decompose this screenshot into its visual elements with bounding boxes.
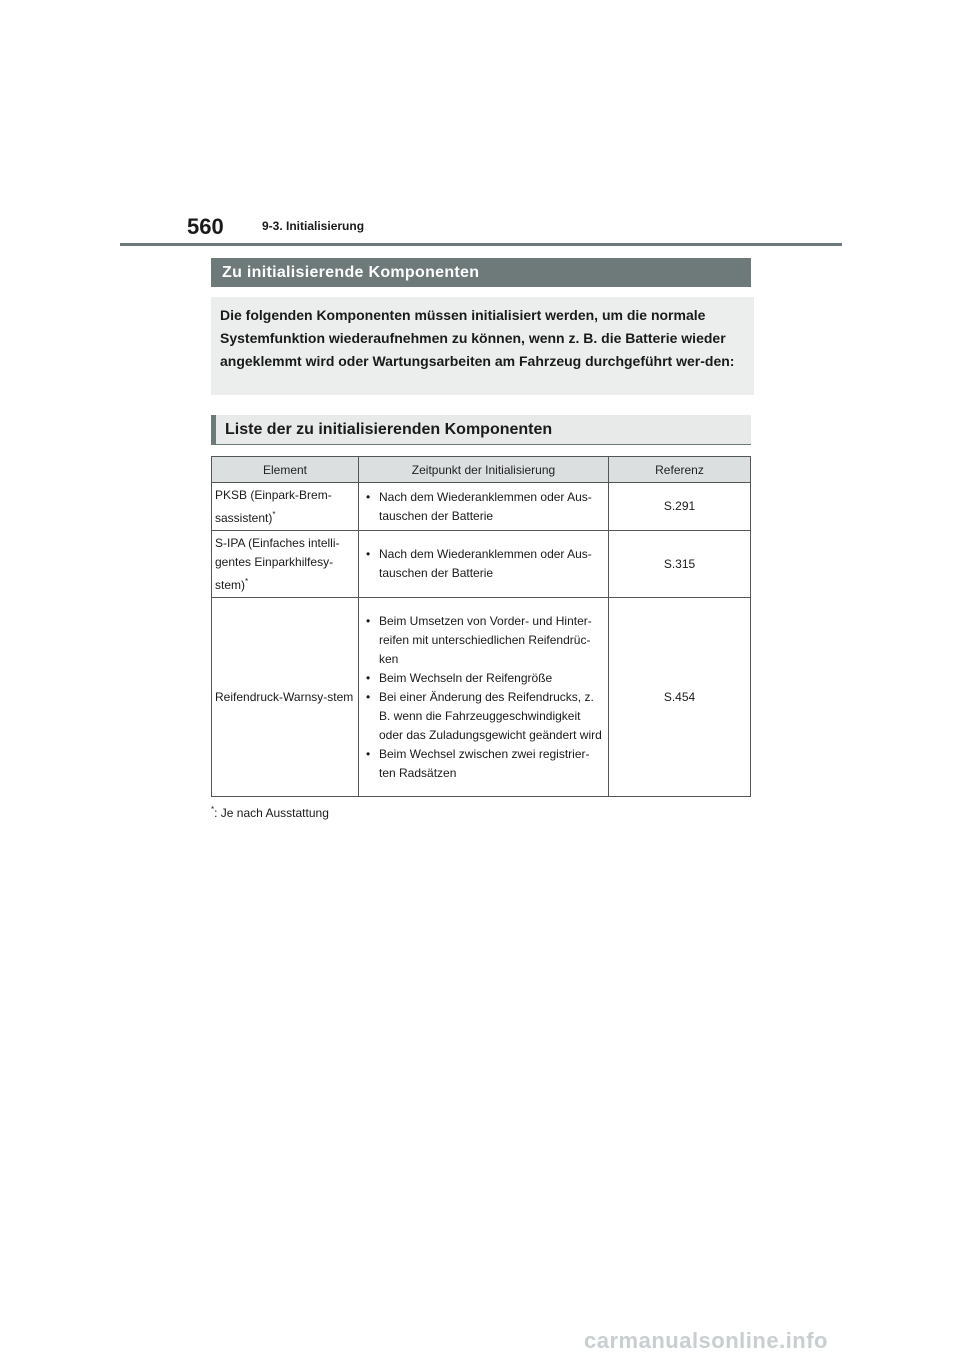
list-item: • Bei einer Änderung des Reifendrucks, z. B. wenn die Fahrzeuggeschwindigkeit oder das Zuladungsgewicht geändert wird [362, 688, 605, 745]
chapter-title: 9-3. Initialisierung [262, 219, 365, 233]
reference-cell: S.454 [609, 598, 751, 797]
reference-cell: S.315 [609, 531, 751, 598]
element-name: S-IPA (Einfaches intelli-gentes Einparkhilfesy-stem) [215, 535, 340, 592]
element-cell [212, 598, 359, 797]
footnote [211, 805, 329, 820]
footnote-mark: * [245, 576, 249, 586]
time-cell [359, 598, 609, 797]
list-item: • Beim Wechseln der Reifengröße [362, 669, 605, 688]
element-name: PKSB (Einpark-Brem-sassistent) [215, 487, 332, 525]
watermark: carmanualsonline.info [584, 1328, 828, 1353]
col-header-time: Zeitpunkt der Initialisierung [359, 457, 609, 483]
element-cell [212, 531, 359, 598]
footnote-mark: * [272, 509, 276, 519]
section-title: Zu initialisierende Komponenten [211, 258, 751, 287]
element-name: Reifendruck-Warnsy-stem [215, 689, 354, 704]
table-row [212, 483, 751, 531]
list-item: • Beim Wechsel zwischen zwei registrier-ten Radsätzen [362, 745, 605, 783]
list-item: • Beim Umsetzen von Vorder- und Hinter-reifen mit unterschiedlichen Reifendrüc-ken [362, 612, 605, 669]
table-row [212, 531, 751, 598]
table-header-row [212, 457, 751, 483]
element-cell [212, 483, 359, 531]
reference-cell: S.291 [609, 483, 751, 531]
page-number: 560 [187, 214, 224, 239]
table-row [212, 598, 751, 797]
subsection-title: Liste der zu initialisierenden Komponenten [211, 415, 751, 445]
list-item: • Nach dem Wiederanklemmen oder Aus-tauschen der Batterie [362, 545, 605, 583]
col-header-element: Element [212, 457, 359, 483]
intro-text: Die folgenden Komponenten müssen initialisiert werden, um die normale Systemfunktion wiederaufnehmen zu können, wenn z. B. die Batterie wieder angeklemmt wird oder Wartungsarbeiten am Fahrzeug durchgeführt wer-den: [211, 297, 754, 395]
list-item: • Nach dem Wiederanklemmen oder Aus-tauschen der Batterie [362, 488, 605, 526]
components-table [211, 456, 751, 797]
col-header-reference: Referenz [609, 457, 751, 483]
time-cell [359, 531, 609, 598]
time-cell [359, 483, 609, 531]
header-rule [120, 243, 842, 246]
footnote-text: : Je nach Ausstattung [214, 806, 329, 820]
footnote-mark: * [211, 805, 215, 814]
